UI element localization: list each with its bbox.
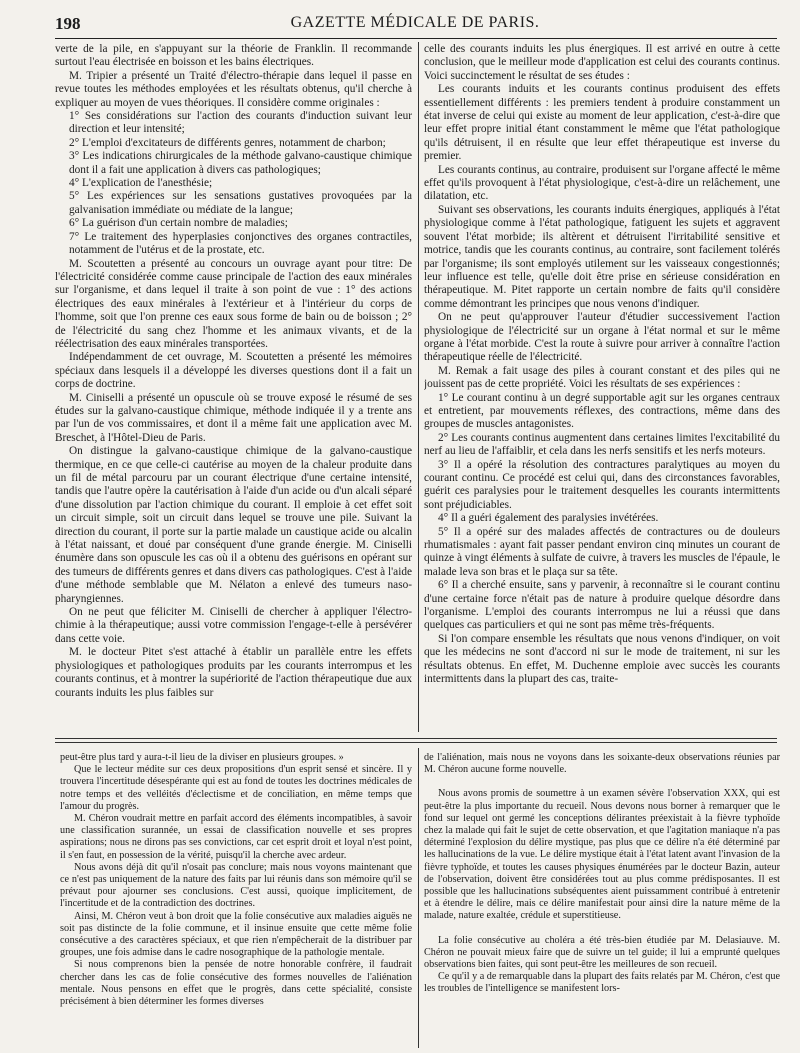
- paragraph: M. Remak a fait usage des piles à courant constant et des piles qui ne jouissent pas de cette propriété. Voici les résultats de ses expériences :: [424, 364, 780, 391]
- list-item: 3° Les indications chirurgicales de la méthode galvano-caustique chimique dont il a fait une application à divers cas pathologiques;: [69, 150, 412, 176]
- paragraph: M. le docteur Pitet s'est attaché à établir un parallèle entre les effets physiologiques et pathologiques produits par les courants interrompus et les courants continus, et à montrer la supériorité de l'action thérapeutique due aux courants induits les plus faibles sur: [55, 646, 412, 699]
- paragraph: La folie consécutive au choléra a été très-bien étudiée par M. Delasiauve. M. Chéron ne pouvait mieux faire que de suivre un tel guide; il lui a emprunté quelques observations bien faites, qui sont peut-être les meilleures de son recueil.: [424, 934, 780, 971]
- header-rule: [55, 38, 777, 39]
- bottom-right-column: [424, 752, 780, 1047]
- list-item: 5° Les expériences sur les sensations gustatives provoquées par la galvanisation immédiate ou médiate de la langue;: [69, 190, 412, 216]
- top-left-column: [55, 43, 412, 731]
- paragraph: Si nous comprenons bien la pensée de notre honorable confrère, il faudrait chercher dans les cas de folie consécutive des formes nouvelles de l'aliénation mentale. Nous pensons en effet que le progrès, dans cette spécialité, consiste précisément à bien déterminer les formes diverses: [60, 959, 412, 1008]
- list-item: 2° L'emploi d'excitateurs de différents genres, notamment de charbon;: [69, 136, 386, 149]
- paragraph: 3° Il a opéré la résolution des contractures paralytiques au moyen du courant continu. Ce procédé est celui qui, dans des circonstances favorables, guérit ces paralysies pour le traitement desquelles les courants intermittents sont préjudiciables.: [424, 458, 780, 511]
- paragraph: M. Chéron voudrait mettre en parfait accord des éléments incompatibles, à savoir une classification surannée, un essai de classification nouvelle et ses propres aspirations; nous ne dirons pas ses convictions, car cet esprit droit et loyal n'est point, il s'en faut, en possession de la vérité, puisqu'il la cherche avec ardeur.: [60, 813, 412, 861]
- paragraph: Nous avons promis de soumettre à un examen sévère l'observation XXX, qui est peut-être la plus importante du recueil. Nous devons nous borner à remarquer que le fond sur lequel ont germé les conceptions délirantes préexistait à la fièvre typhoïde chez la malade qui fait le sujet de cette observation, et que l'agitation maniaque n'a pas déterminé l'explosion du délire mystique, pas plus que ce délire n'a été déterminé par les hallucinations de la vue. Le délire mystique était à l'état latent avant l'invasion de la fièvre typhoïde, et toutes les causes physiques énumérées par le docteur Bazin, auteur de l'observation, doivent être considérées tout au plus comme prédisposantes. Il est possible que les hallucinations subséquentes aient puissamment contribué à entretenir et à étendre le délire, mais ce délire manifestait pour ainsi dire la nature même de la malade, nature exaltée, crédule et superstitieuse.: [424, 788, 780, 922]
- column-divider: [418, 42, 419, 732]
- paragraph: M. Tripier a présenté un Traité d'électro-thérapie dans lequel il passe en revue toutes les méthodes employées et les résultats obtenus, qu'il cherche à expliquer au moyen de vues théoriques. Il considère comme originales :: [55, 69, 412, 109]
- paragraph: 4° Il a guéri également des paralysies invétérées.: [438, 512, 659, 525]
- paragraph: Ce qu'il y a de remarquable dans la plupart des faits relatés par M. Chéron, c'est que les troubles de l'intelligence se manifestent lors-: [424, 971, 780, 995]
- paragraph: Que le lecteur médite sur ces deux propositions d'un esprit sensé et sincère. Il y trouvera l'incertitude désespérante qui est au fond de toutes les doctrines médicales de notre temps et des velléités d'éclectisme et de conciliation, en même temps que l'amour du progrès.: [60, 764, 412, 812]
- page-header: [55, 14, 775, 38]
- list-item: 1° Ses considérations sur l'action des courants d'induction suivant leur direction et leur intensité;: [69, 110, 412, 136]
- list-item: 6° La guérison d'un certain nombre de maladies;: [69, 217, 288, 230]
- spacer: [424, 776, 780, 788]
- column-divider: [418, 748, 419, 1048]
- list-item: 4° L'explication de l'anesthésie;: [69, 177, 213, 190]
- running-title: GAZETTE MÉDICALE DE PARIS.: [290, 14, 540, 31]
- paragraph: Suivant ses observations, les courants induits énergiques, appliqués à l'état physiologique comme à l'état pathologique, fatiguent les sujets et aggravent souvent l'état morbide; ils altèrent et détruisent l'irritabilité sensitive et motrice, tandis que les courants continus, au contraire, sont facilement tolérés par l'organisme; ils sont employés utilement sur les vaisseaux congestionnés; leur influence est telle, qu'elle doit être prise en sérieuse considération en thérapeutique. M. Pitet rapporte un certain nombre de faits qu'il considère comme démontrant les principes que nous venons d'indiquer.: [424, 203, 780, 310]
- list-item: 7° Le traitement des hyperplasies conjonctives des organes contractiles, notamment de l'utérus et de la prostate, etc.: [69, 230, 412, 257]
- paragraph: Les courants continus, au contraire, produisent sur l'organe affecté le même effet qu'ils provoquent à l'état physiologique, c'est-à-dire un relâchement, une dilatation, etc.: [424, 163, 780, 203]
- page-number: 198: [55, 14, 81, 33]
- paragraph: peut-être plus tard y aura-t-il lieu de la diviser en plusieurs groupes. »: [60, 752, 344, 763]
- paragraph: verte de la pile, en s'appuyant sur la théorie de Franklin. Il recommande surtout l'eau électrisée en boisson et les bains électriques.: [55, 43, 412, 69]
- paragraph: Les courants induits et les courants continus produisent des effets essentiellement différents : les premiers tendent à produire constamment un état inverse de celui qui existe au moment de leur application, c'est-à-dire que leur effet propre initial étant constamment le même que l'état pathologique qu'ils détruisent, il en résulte que leur effet thérapeutique est inverse du premier.: [424, 83, 780, 163]
- section-rule: [55, 738, 777, 739]
- paragraph: 2° Les courants continus augmentent dans certaines limites l'excitabilité du nerf au lieu de l'affaiblir, et cela dans les nerfs sensitifs et les nerfs moteurs.: [424, 431, 780, 458]
- paragraph: de l'aliénation, mais nous ne voyons dans les soixante-deux observations réunies par M. Chéron aucune forme nouvelle.: [424, 752, 780, 776]
- top-right-column: [424, 43, 780, 731]
- paragraph: 5° Il a opéré sur des malades affectés de contractures ou de douleurs rhumatismales : ayant fait passer pendant environ cinq minutes un courant de quinze à vingt éléments à sulfate de cuivre, à travers les muscles de l'épaule, le malade leva son bras et le plaça sur sa tête.: [424, 525, 780, 578]
- paragraph: On ne peut qu'approuver l'auteur d'étudier successivement l'action physiologique de l'électricité sur un organe à l'état normal et sur le même organe à l'état morbide. C'est la route à suivre pour arriver à connaître l'action thérapeutique réelle de l'électricité.: [424, 311, 780, 364]
- bottom-left-column: [60, 752, 412, 1047]
- paragraph: M. Scoutetten a présenté au concours un ouvrage ayant pour titre: De l'électricité considérée comme cause principale de l'action des eaux minérales sur l'organisme, et dans lequel il traite à son point de vue : 1° des actions électriques des eaux minérales à l'extérieur et à l'intérieur du corps de l'homme, soit que l'on prenne ces eaux sous forme de bain ou de boisson ; 2° de l'électricité du sang chez l'homme et les animaux vivants, et de la réélectrisation des eaux minérales transportées.: [55, 257, 412, 350]
- spacer: [424, 923, 780, 935]
- paragraph: M. Ciniselli a présenté un opuscule où se trouve exposé le résumé de ses études sur la galvano-caustique chimique, méthode indiquée il y a trente ans par l'un de vos commissaires, et dont il a même fait une application avec M. Breschet, à l'Hôtel-Dieu de Paris.: [55, 391, 412, 444]
- paragraph: Indépendamment de cet ouvrage, M. Scoutetten a présenté les mémoires spéciaux dans lesquels il a développé les diverses questions dont il a fait un corps de doctrine.: [55, 351, 412, 391]
- paragraph: 1° Le courant continu à un degré supportable agit sur les organes centraux et entretient, par mouvements réflexes, des contractions, même dans des groupes de muscles antagonistes.: [424, 391, 780, 431]
- section-rule: [55, 742, 777, 743]
- paragraph: On distingue la galvano-caustique chimique de la galvano-caustique thermique, en ce que celle-ci cautérise au moyen de la chaleur produite dans un fil de métal parcouru par un courant électrique d'une certaine intensité, tandis que l'autre opère la cautérisation à l'aide d'un acide ou d'un alcali séparé d'une dissolution par l'action chimique du courant. Il emploie à cet effet soit un circuit simple, soit un circuit dans lequel se trouve une pile. Suivant la direction du courant, il porte sur la partie malade un caustique acide ou alcalin à l'état naissant, et doué par conséquent d'une grande énergie. M. Ciniselli énumère dans son opuscule les cas où il a obtenu des guérisons en opérant sur des tumeurs de différents genres et dans divers cas pathologiques. C'est à l'aide d'une méthode semblable que M. Nélaton a enlevé des tumeurs naso-pharyngiennes.: [55, 445, 412, 605]
- paragraph: 6° Il a cherché ensuite, sans y parvenir, à reconnaître si le courant continu d'une certaine force n'était pas de nature à produire quelque désordre dans l'organisme. L'emploi des courants interrompus ne lui a réussi que dans quelques cas particuliers et qui ne sont pas même très-fréquents.: [424, 579, 780, 632]
- paragraph: celle des courants induits les plus énergiques. Il est arrivé en outre à cette conclusion, que le meilleur mode d'application est celui des courants continus. Voici succinctement le résultat de ses études :: [424, 43, 780, 82]
- paragraph: On ne peut que féliciter M. Ciniselli de chercher à appliquer l'électro-chimie à la thérapeutique; aussi votre commission l'engage-t-elle à persévérer dans cette voie.: [55, 606, 412, 645]
- paragraph: Ainsi, M. Chéron veut à bon droit que la folie consécutive aux maladies aiguës ne soit pas distincte de la folie commune, et il insinue ensuite que cette même folie consécutive a des caractères spéciaux, et que rien n'empêcherait de la distribuer par groupes, une fois admise dans le cadre nosographique de la pathologie mentale.: [60, 910, 412, 959]
- paragraph: Nous avons déjà dit qu'il n'osait pas conclure; mais nous voyons maintenant que ce n'est pas uniquement de la nature des faits par lui réunis dans son mémoire qu'il se prévaut pour ajourner ses conclusions. C'est aussi, quoique implicitement, de l'incertitude et de la contradiction des doctrines.: [60, 861, 412, 910]
- paragraph: Si l'on compare ensemble les résultats que nous venons d'indiquer, on voit que les médecins ne sont d'accord ni sur le mode de traitement, ni sur les résultats obtenus. En effet, M. Duchenne emploie avec succès les courants intermittents dans la plupart des cas, traite-: [424, 632, 780, 686]
